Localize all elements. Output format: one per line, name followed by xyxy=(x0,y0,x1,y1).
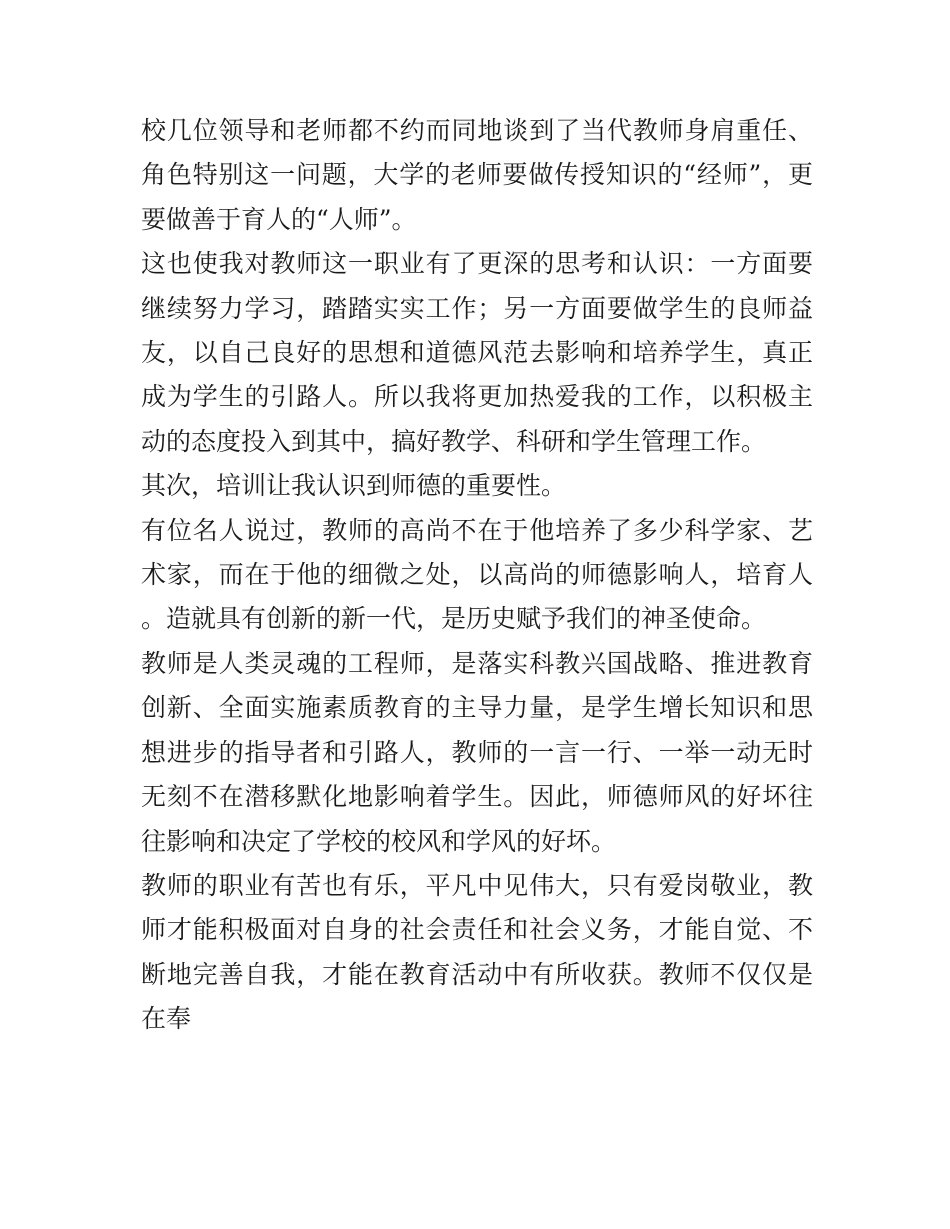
paragraph-2: 这也使我对教师这一职业有了更深的思考和认识：一方面要继续努力学习，踏踏实实工作；另一方面要做学生的良师益友，以自己良好的思想和道德风范去影响和培养学生，真正成为学生的引路人。所以我将更加热爱我的工作，以积极主动的态度投入到其中，搞好教学、科研和学生管理工作。 xyxy=(141,249,813,456)
paragraph-3: 其次，培训让我认识到师德的重要性。 xyxy=(141,471,567,501)
paragraph-4: 有位名人说过，教师的高尚不在于他培养了多少科学家、艺术家，而在于他的细微之处，以高尚的师德影响人，培育人。造就具有创新的新一代，是历史赋予我们的神圣使命。 xyxy=(141,515,813,634)
paragraph-5: 教师是人类灵魂的工程师，是落实科教兴国战略、推进教育创新、全面实施素质教育的主导力量，是学生增长知识和思想进步的指导者和引路人，教师的一言一行、一举一动无时无刻不在潜移默化地影响着学生。因此，师德师风的好坏往往影响和决定了学校的校风和学风的好坏。 xyxy=(141,648,813,856)
document-body xyxy=(141,109,813,1042)
paragraph-1: 校几位领导和老师都不约而同地谈到了当代教师身肩重任、角色特别这一问题，大学的老师要做传授知识的“经师”，更要做善于育人的“人师”。 xyxy=(141,116,813,234)
paragraph-6: 教师的职业有苦也有乐，平凡中见伟大，只有爱岗敬业，教师才能积极面对自身的社会责任和社会义务，才能自觉、不断地完善自我，才能在教育活动中有所收获。教师不仅仅是在奉 xyxy=(141,870,813,1034)
